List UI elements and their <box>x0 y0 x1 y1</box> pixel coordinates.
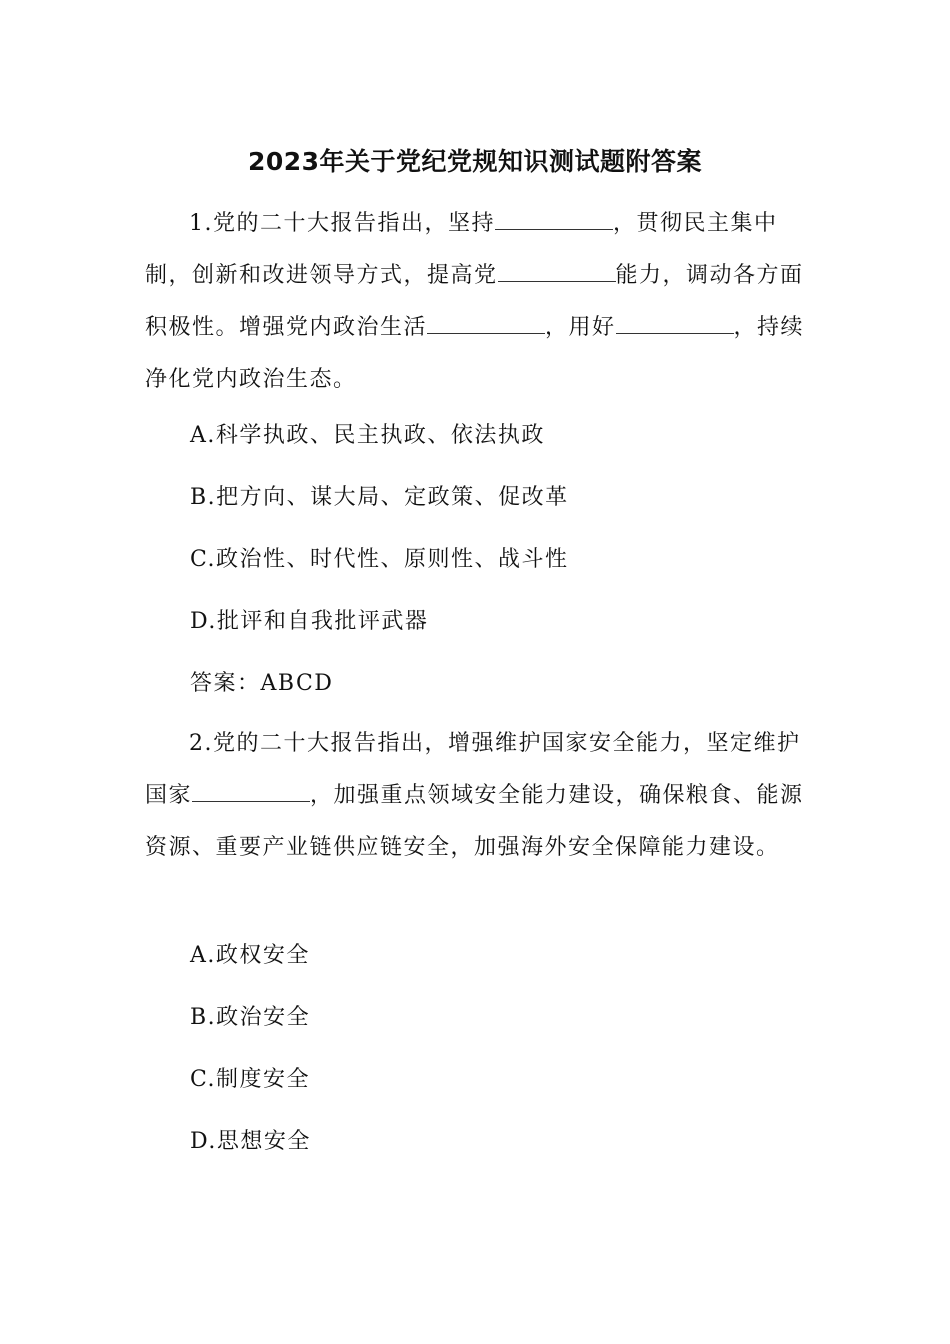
question-2-option-a: A.政权安全 <box>190 943 310 968</box>
question-1-option-c: C.政治性、时代性、原则性、战斗性 <box>190 547 569 572</box>
document-title: 2023年关于党纪党规知识测试题附答案 <box>247 147 703 176</box>
question-1-text-part: 能力，调动各方面积极性。增强党内政治生活 <box>145 263 804 340</box>
answer-blank <box>192 779 310 802</box>
question-1-text-part: ，持续净化党内政治生态。 <box>145 315 805 392</box>
question-1-option-d: D.批评和自我批评武器 <box>190 609 429 634</box>
question-2-option-b: B.政治安全 <box>190 1005 311 1030</box>
question-2-option-d: D.思想安全 <box>190 1129 311 1154</box>
question-1-text-part: ，贯彻民主集中制，创新和改进领导方式，提高党 <box>145 211 778 288</box>
question-2-text-part: ，加强重点领域安全能力建设，确保粮食、能源资源、重要产业链供应链安全，加强海外安全保障能力建设。 <box>145 783 804 860</box>
answer-blank <box>616 311 734 334</box>
question-1-option-a: A.科学执政、民主执政、依法执政 <box>190 423 545 448</box>
question-2-option-c: C.制度安全 <box>190 1067 311 1092</box>
answer-blank <box>498 259 616 282</box>
question-1-option-b: B.把方向、谋大局、定政策、促改革 <box>190 485 569 510</box>
question-2-stem <box>145 718 810 874</box>
answer-blank <box>427 311 545 334</box>
question-2-text-part: 2.党的二十大报告指出，增强维护国家安全能力，坚定维护国家 <box>145 731 801 808</box>
question-1-text-part: ，用好 <box>545 315 616 340</box>
question-1-stem <box>145 198 810 406</box>
question-1-answer: 答案：ABCD <box>190 671 334 696</box>
question-1-text-part: 1.党的二十大报告指出，坚持 <box>189 211 495 236</box>
answer-blank <box>495 207 613 230</box>
